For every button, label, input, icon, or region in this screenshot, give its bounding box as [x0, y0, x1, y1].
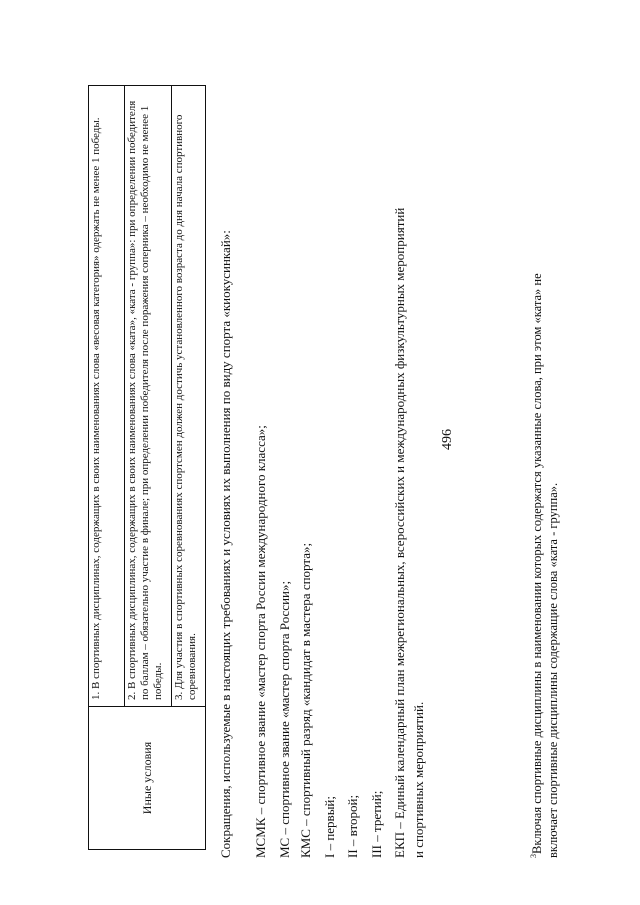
abbr-first: I – первый;: [322, 796, 337, 858]
footnote-line1: [527, 273, 544, 858]
abbr-second: II – второй;: [345, 794, 360, 858]
abbr-ekp-line2: и спортивных мероприятий.: [411, 701, 426, 858]
table-content-cell: [89, 86, 205, 706]
footnote-line2: включает спортивные дисциплины содержащие слова «ката - группа».: [546, 482, 560, 858]
footnote-text-1: Включая спортивные дисциплины в наименовании которых содержатся указанные слова, при этом «ката» не: [530, 273, 545, 854]
condition-2: 2. В спортивных дисциплинах, содержащих в своих наименованиях слова «ката», «ката - группа»: при определении победителя по баллам – обязательно участие в финале; при определении победителя после поражения соперника – необходимо не менее 1 победы.: [125, 86, 172, 706]
footnote-marker: 3: [529, 854, 538, 858]
condition-3: 3. Для участия в спортивных соревнованиях спортсмен должен достичь установленного возраста до дня начала спортивного соревнования.: [173, 114, 198, 700]
abbr-ms: МС – спортивное звание «мастер спорта России»;: [277, 580, 292, 858]
abbr-kms: КМС – спортивный разряд «кандидат в мастера спорта»;: [298, 542, 313, 858]
abbr-third: III – третий;: [369, 790, 384, 858]
abbreviations-intro: Сокращения, используемые в настоящих требованиях и условиях их выполнения по виду спорта «киокусинкай»:: [218, 230, 233, 858]
conditions-table: [88, 85, 206, 850]
abbr-msmk: МСМК – спортивное звание «мастер спорта России международного класса»;: [253, 425, 268, 858]
page-number: 496: [440, 429, 455, 450]
table-label: Иные условия: [139, 741, 154, 815]
abbr-ekp-line1: ЕКП – Единый календарный план межрегиональных, всероссийских и международных физкультурных мероприятий: [392, 207, 407, 858]
condition-1: 1. В спортивных дисциплинах, содержащих в своих наименованиях слова «весовая категория» одержать не менее 1 победы.: [89, 86, 125, 706]
table-label-cell: [89, 706, 205, 849]
